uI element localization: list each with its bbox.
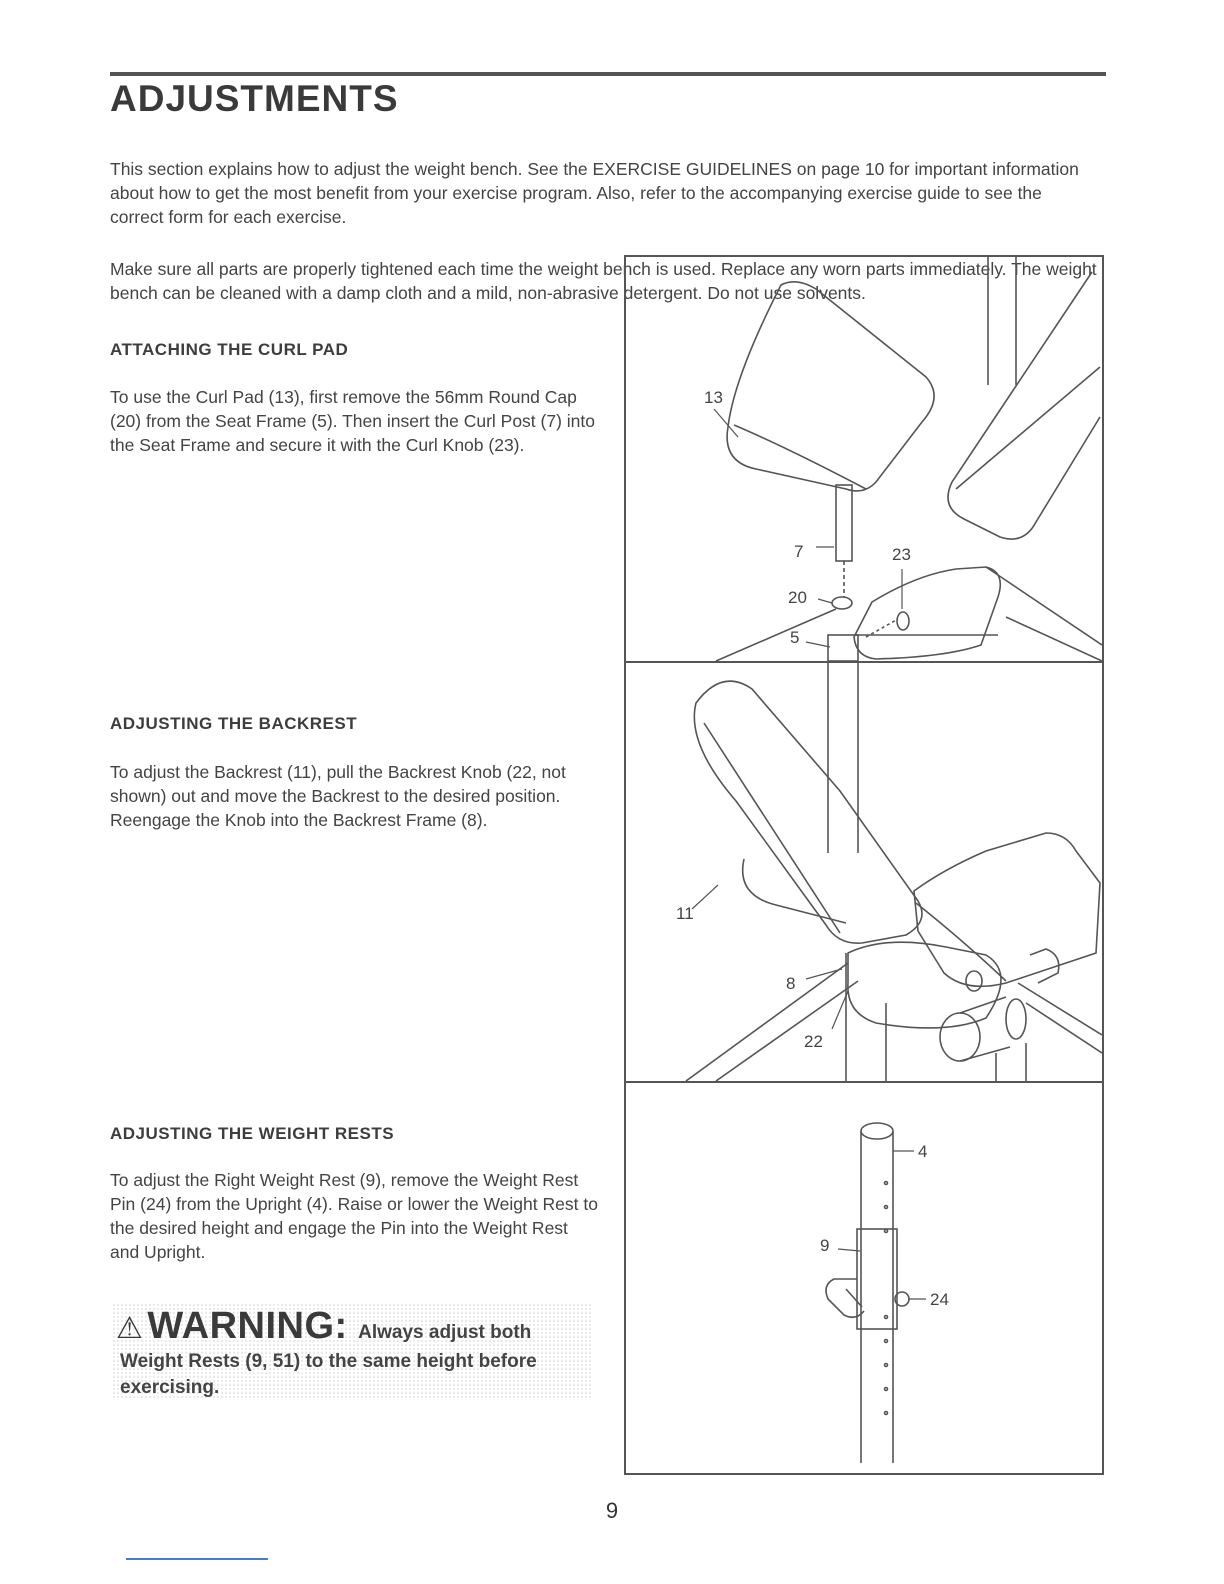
warning-word: WARNING: [147, 1305, 348, 1347]
body-backrest: To adjust the Backrest (11), pull the Backrest Knob (22, not shown) out and move the Backrest to the desired position. Reengage the Knob into the Backrest Frame (8). [110, 762, 566, 830]
figures-frame [624, 255, 1104, 1475]
heading-weight-rests: ADJUSTING THE WEIGHT RESTS [110, 1124, 395, 1143]
backrest-illustration [626, 663, 1102, 1081]
page-title: ADJUSTMENTS [110, 78, 399, 119]
figure-curl-pad [626, 257, 1102, 663]
curl-pad-illustration [626, 257, 1102, 661]
callout-22: 22 [804, 1032, 823, 1051]
callout-5: 5 [790, 628, 800, 647]
weight-rest-illustration [626, 1083, 1102, 1473]
warning-text-first: Always adjust both [358, 1322, 532, 1343]
page-number: 9 [605, 1498, 619, 1523]
callout-4: 4 [918, 1142, 928, 1161]
callout-7: 7 [794, 542, 804, 561]
callout-8: 8 [786, 974, 796, 993]
heading-backrest: ADJUSTING THE BACKREST [110, 714, 358, 733]
callout-13: 13 [704, 388, 723, 407]
body-weight-rests: To adjust the Right Weight Rest (9), remove the Weight Rest Pin (24) from the Upright (4). Raise or lower the Weight Rest to the desired height and engage the Pin into the Weight Rest and Upright. [110, 1170, 598, 1262]
title-rule [110, 72, 1106, 76]
intro-paragraph-1: This section explains how to adjust the weight bench. See the EXERCISE GUIDELINES on page 10 for important information about how to get the most benefit from your exercise program. Also, refer to the accompanying exercise guide to see the correct form for each exercise. [110, 159, 1079, 227]
callout-11: 11 [676, 904, 694, 923]
body-curl-pad: To use the Curl Pad (13), first remove the 56mm Round Cap (20) from the Seat Frame (5). Then insert the Curl Post (7) into the Seat Frame and secure it with the Curl Knob (23). [110, 387, 596, 455]
warning-box [112, 1303, 592, 1399]
warning-first-line [116, 1305, 531, 1348]
warning-triangle-icon: ⚠ [116, 1312, 143, 1345]
callout-24: 24 [930, 1290, 949, 1309]
callout-20: 20 [788, 588, 807, 607]
heading-curl-pad: ATTACHING THE CURL PAD [110, 340, 349, 359]
figure-weight-rest [626, 1083, 1102, 1473]
callout-9: 9 [820, 1236, 830, 1255]
intro-paragraph-2: Make sure all parts are properly tightened each time the weight bench is used. Replace any worn parts immediately. The weight bench can be cleaned with a damp cloth and a mild, non-abrasive detergent. Do not use solvents. [110, 259, 1097, 303]
warning-text-rest: Weight Rests (9, 51) to the same height before exercising. [120, 1351, 537, 1398]
figure-backrest [626, 663, 1102, 1083]
footer-link-underline [126, 1558, 268, 1560]
callout-23: 23 [892, 545, 911, 564]
